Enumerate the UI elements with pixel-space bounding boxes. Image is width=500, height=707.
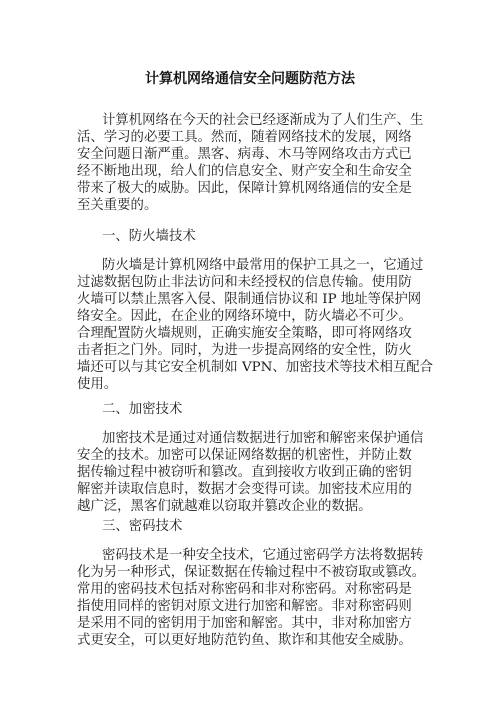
intro-line: 计算机网络在今天的社会已经逐渐成为了人们生产、生 [102, 113, 424, 128]
section-line: 据传输过程中被窃听和篡改。直到接收方收到正确的密钥 [77, 465, 412, 480]
intro-line: 带来了极大的威胁。因此，保障计算机网络通信的安全是 [77, 181, 412, 196]
intro-line: 至关重要的。 [77, 198, 158, 213]
intro-line: 安全问题日渐严重。黑客、病毒、木马等网络攻击方式已 [77, 147, 412, 162]
section-line: 安全的技术。加密可以保证网络数据的机密性，并防止数 [77, 448, 412, 463]
section-line: 过滤数据包防止非法访问和未经授权的信息传输。使用防 [77, 275, 412, 290]
section-line: 解密并读取信息时，数据才会变得可读。加密技术应用的 [77, 482, 412, 497]
section-heading: 一、防火墙技术 [102, 229, 196, 244]
section-line: 加密技术是通过对通信数据进行加密和解密来保护通信 [102, 431, 424, 446]
section-line: 化为另一种形式，保证数据在传输过程中不被窃取或篡改。 [77, 565, 426, 580]
section-line: 常用的密码技术包括对称密码和非对称密码。对称密码是 [77, 582, 412, 597]
section-line: 指使用同样的密钥对原文进行加密和解密。非对称密码则 [77, 599, 412, 614]
section-line: 火墙可以禁止黑客入侵、限制通信协议和 IP 地址等保护网 [77, 292, 422, 307]
section-line: 越广泛，黑客们就越难以窃取并篡改企业的数据。 [77, 499, 372, 514]
section-line: 击者拒之门外。同时，为进一步提高网络的安全性，防火 [77, 343, 412, 358]
section-line: 是采用不同的密钥用于加密和解密。其中，非对称加密方 [77, 616, 412, 631]
section-line: 密码技术是一种安全技术，它通过密码学方法将数据转 [102, 548, 424, 563]
section-line: 墙还可以与其它安全机制如 VPN、加密技术等技术相互配合 [77, 360, 434, 375]
section-line: 使用。 [77, 377, 118, 392]
intro-line: 经不断地出现，给人们的信息安全、财产安全和生命安全 [77, 164, 412, 179]
intro-line: 活、学习的必要工具。然而，随着网络技术的发展，网络 [77, 130, 412, 145]
section-line: 防火墙是计算机网络中最常用的保护工具之一，它通过 [102, 258, 424, 273]
section-line: 合理配置防火墙规则，正确实施安全策略，即可将网络攻 [77, 326, 412, 341]
section-heading: 三、密码技术 [102, 519, 183, 534]
section-line: 络安全。因此，在企业的网络环境中，防火墙必不可少。 [77, 309, 412, 324]
section-line: 式更安全，可以更好地防范钓鱼、欺诈和其他安全威胁。 [77, 633, 412, 648]
document-title: 计算机网络通信安全问题防范方法 [145, 71, 355, 87]
section-heading: 二、加密技术 [102, 402, 183, 417]
